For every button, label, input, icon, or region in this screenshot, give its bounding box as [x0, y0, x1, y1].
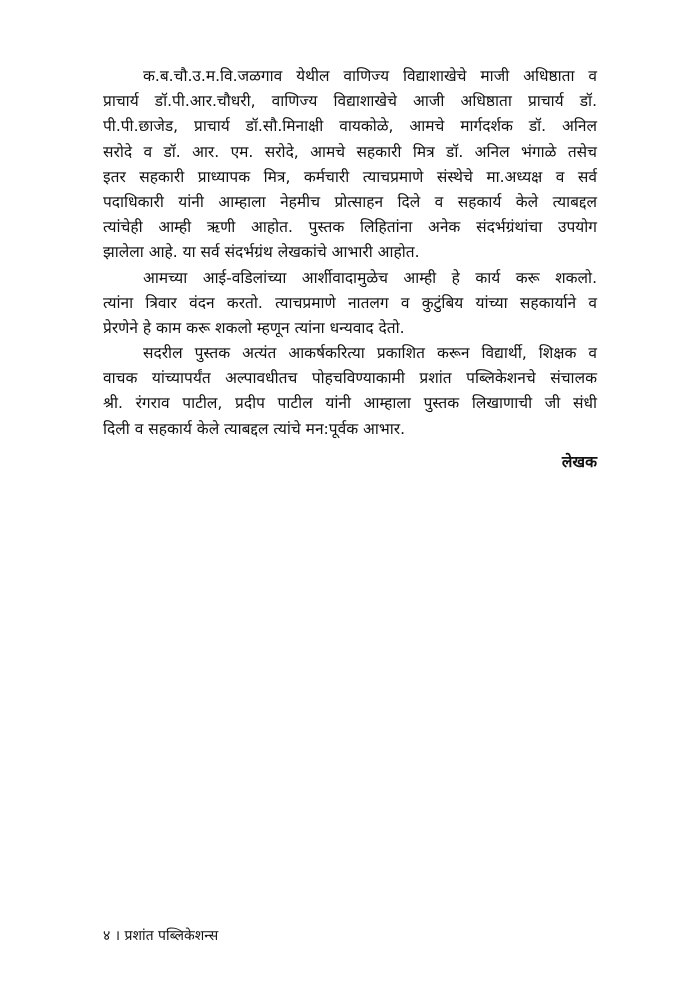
- paragraph-acknowledgement-3: [103, 341, 597, 442]
- paragraph-acknowledgement-1: [103, 64, 597, 266]
- text-line: त्यांचेही आम्ही ऋणी आहोत. पुस्तक लिहितांना अनेक संदर्भग्रंथांचा उपयोग: [103, 218, 597, 237]
- text-line: प्रेरणेने हे काम करू शकलो म्हणून त्यांना धन्यवाद देतो.: [103, 318, 405, 337]
- text-line: इतर सहकारी प्राध्यापक मित्र, कर्मचारी त्याचप्रमाणे संस्थेचे मा.अध्यक्ष व सर्व: [103, 167, 597, 186]
- text-line: सरोदे व डॉ. आर. एम. सरोदे, आमचे सहकारी मित्र डॉ. अनिल भंगाळे तसेच: [103, 142, 597, 161]
- text-line: क.ब.चौ.उ.म.वि.जळगाव येथील वाणिज्य विद्याशाखेचे माजी अधिष्ठाता व: [143, 67, 597, 85]
- text-line: पदाधिकारी यांनी आम्हाला नेहमीच प्रोत्साहन दिले व सहकार्य केले त्याबद्दल: [103, 192, 597, 211]
- author-signature: लेखक: [561, 452, 597, 471]
- page-footer: ४ । प्रशांत पब्लिकेशन्स: [103, 928, 219, 944]
- page-body: [103, 64, 597, 472]
- text-line: त्यांना त्रिवार वंदन करतो. त्याचप्रमाणे नातलग व कुटुंबिय यांच्या सहकार्याने व: [103, 293, 597, 312]
- text-line: झालेला आहे. या सर्व संदर्भग्रंथ लेखकांचे आभारी आहोत.: [103, 243, 420, 262]
- text-line: दिली व सहकार्य केले त्याबद्दल त्यांचे मन:पूर्वक आभार.: [103, 419, 406, 438]
- text-line: वाचक यांच्यापर्यंत अल्पावधीतच पोहचविण्याकामी प्रशांत पब्लिकेशनचे संचालक: [103, 369, 597, 388]
- text-line: श्री. रंगराव पाटील, प्रदीप पाटील यांनी आम्हाला पुस्तक लिखाणाची जी संधी: [103, 394, 597, 413]
- text-line: सदरील पुस्तक अत्यंत आकर्षकरित्या प्रकाशित करून विद्यार्थी, शिक्षक व: [143, 344, 597, 363]
- paragraph-acknowledgement-2: [103, 266, 597, 342]
- text-line: प्राचार्य डॉ.पी.आर.चौधरी, वाणिज्य विद्याशाखेचे आजी अधिष्ठाता प्राचार्य डॉ.: [103, 92, 597, 111]
- text-line: पी.पी.छाजेड, प्राचार्य डॉ.सौ.मिनाक्षी वायकोळे, आमचे मार्गदर्शक डॉ. अनिल: [103, 117, 597, 136]
- text-line: आमच्या आई-वडिलांच्या आर्शीवादामुळेच आम्ही हे कार्य करू शकलो.: [143, 268, 597, 287]
